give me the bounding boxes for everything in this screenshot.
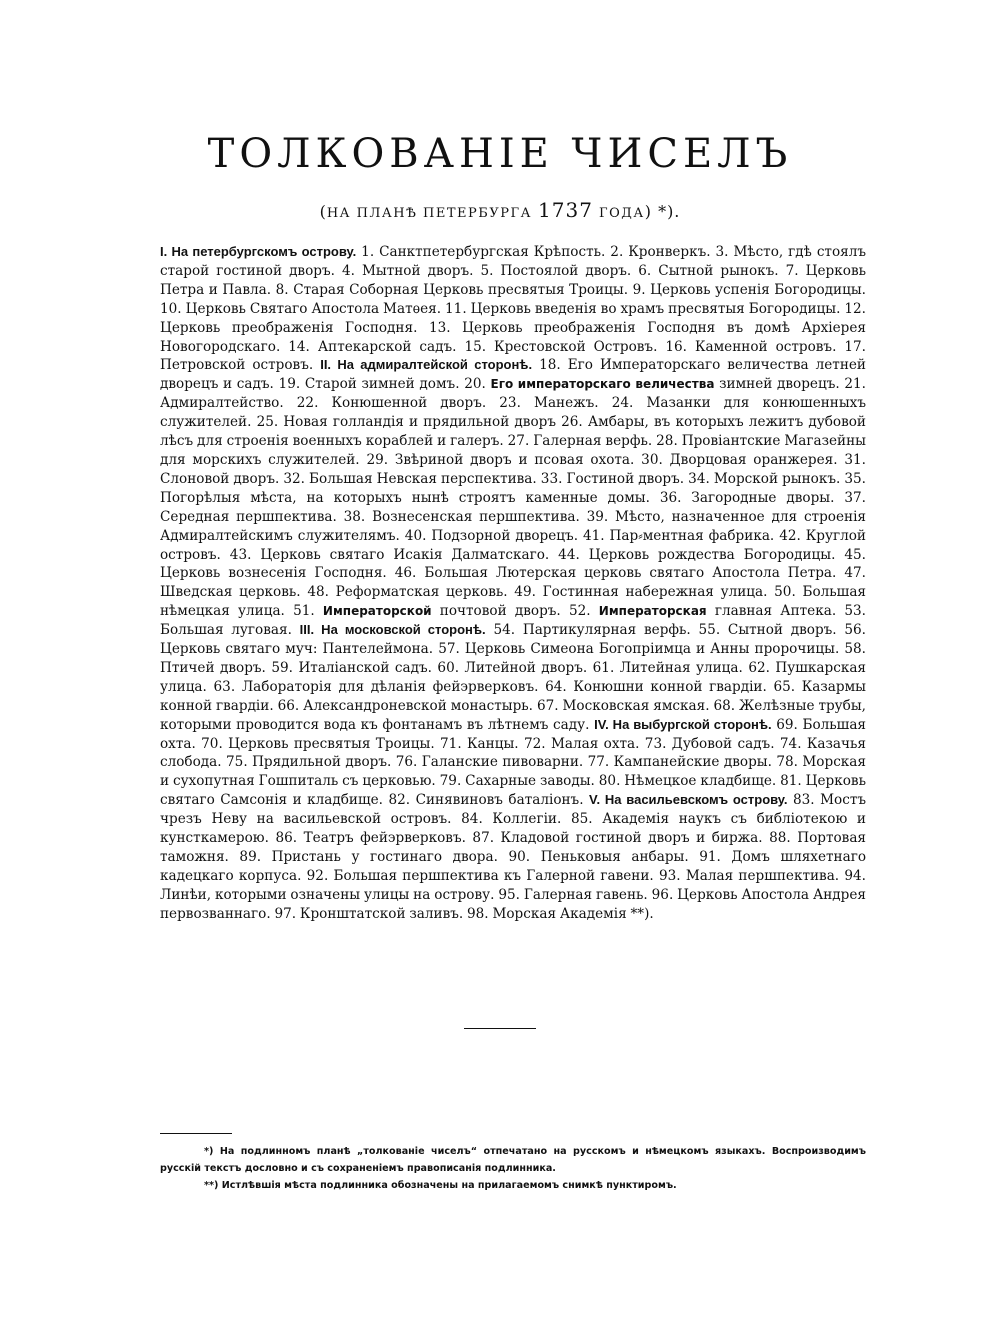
section-heading-admiralty-side: II. На адмиралтейской сторонѣ. [320,357,533,373]
section-text-admiralty-side-a: 18. Его Императорскаго величества летней дворецъ и садъ. 19. Старой зимней домъ. 20. [160,357,866,393]
subtitle-year: 1737 [538,198,593,222]
section-text-vasilievsky-island: 83. Мостъ чрезъ Неву на васильевской островъ. 84. Коллегіи. 85. Академія наукъ съ библіотекою и кунсткамерою. 86. Театръ фейэрверковъ. 87. Кладовой гостиной дворъ и биржа. 88. Портовая таможня. 89. Пристань у гостинаго двора. 90. Пеньковыя анбары. 91. Домъ шляхетнаго кадецкаго корпуса. 92. Большая першпектива къ Галерной гавени. 93. Малая першпектива. 94. Линѣи, которыми означены улицы на острову. 95. Галерная гавень. 96. Церковь Апостола Андрея первозваннаго. 97. Кронштатской заливъ. 98. Морская Академія **). [160,792,866,922]
section-heading-petersburg-island: I. На петербургскомъ острову. [160,244,357,259]
subtitle-open-paren: ( [319,202,327,221]
section-heading-moscow-side: III. На московской сторонѣ. [299,622,486,638]
section-text-admiralty-side-d: главная Аптека. 53. Большая луговая. [160,603,866,639]
subtitle-plan-label: НА ПЛАНѢ ПЕТЕРБУРГА [326,206,532,221]
emphasis-imperial-pharmacy: Императорская [598,604,707,619]
emphasis-imperial-majesty: Его императорскаго величества [490,377,715,392]
footnotes [160,1143,866,1194]
section-text-moscow-side: 54. Партикулярная верфь. 55. Сытной дворъ. 56. Церковь святаго муч: Пантелеймона. 57. Церковь Симеона Богопріимца и Анны пророчицы. 58. Птичей дворъ. 59. Италіанской садъ. 60. Литейной дворъ. 61. Литейная улица. 62. Пушкарская улица. 63. Лабораторія для дѣланія фейэрверковъ. 64. Конюшни конной гвардіи. 65. Казармы конной гвардіи. 66. Александроневской монастырь. 67. Московская ямская. 68. Желѣзные трубы, которыми проводится вода къ фонтанамъ въ лѣтнемъ саду. [160,622,867,733]
footnote-divider [160,1133,232,1134]
section-text-admiralty-side-c: почтовой дворъ. 52. [431,603,599,620]
section-divider [464,1028,536,1029]
page-title: ТОЛКОВАНІЕ ЧИСЕЛЪ [207,131,793,177]
section-heading-vasilievsky-island: V. На васильевскомъ острову. [589,792,788,808]
subtitle-close: ) *). [644,202,681,221]
section-heading-vyborg-side: IV. На выбургской сторонѣ. [594,716,772,732]
numbers-legend-text [160,243,866,924]
section-text-petersburg-island: 1. Санктпетербургская Крѣпость. 2. Кронверкъ. 3. Мѣсто, гдѣ стоялъ старой гостиной дворъ. 4. Мытной дворъ. 5. Постоялой дворъ. 6. Сытной рынокъ. 7. Церковь Петра и Павла. 8. Старая Соборная Церковь пресвятыя Троицы. 9. Церковь успенія Богородицы. 10. Церковь Святаго Апостола Матѳея. 11. Церковь введенія во храмъ пресвятыя Богородицы. 12. Церковь преображенія Господня. 13. Церковь преображенія Господня въ домѣ Архіерея Новогородскаго. 14. Аптекарской садъ. 15. Крестовской Островъ. 16. Каменной островъ. 17. Петровской островъ. [160,244,866,374]
emphasis-imperial-post: Императорской [322,604,432,619]
footnote-1: *) На подлинномъ планѣ „толкованіе чиселъ“ отпечатано на русскомъ и нѣмецкомъ языкахъ. Воспроизводимъ русскій текстъ дословно и съ сохраненіемъ правописанія подлинника. [160,1146,866,1174]
page-subtitle [0,196,1000,228]
section-text-admiralty-side-b: зимней дворецъ. 21. Адмиралтейство. 22. Конюшенной дворъ. 23. Манежъ. 24. Мазанки для конюшенныхъ служителей. 25. Новая голландія и прядильной дворъ 26. Амбары, въ которыхъ лежитъ дубовой лѣсъ для строенія военныхъ кораблей и галеръ. 27. Галерная верфь. 28. Провіантские Магазейны для морскихъ служителей. 29. Звѣриной дворъ и псовая охота. 30. Дворцовая оранжерея. 31. Слоновой дворъ. 32. Большая Невская перспектива. 33. Гостиной дворъ. 34. Морской рынокъ. 35. Погорѣлыя мѣста, на которыхъ нынѣ строятъ каменные домы. 36. Загородные дворы. 37. Середная першпектива. 38. Вознесенская першпектива. 39. Мѣсто, назначенное для строенія Адмиралтейскимъ служителямъ. 40. Подзорной дворецъ. 41. Пар⸗ментная фабрика. 42. Круглой островъ. 43. Церковь святаго Исакія Далматскаго. 44. Церковь рождества Богородицы. 45. Церковь вознесенія Господня. 46. Большая Лютерская церковь святаго Апостола Петра. 47. Шведская церковь. 48. Реформатская церковь. 49. Гостинная набережная улица. 50. Большая нѣмецкая улица. 51. [160,376,867,620]
footnote-2: **) Истлѣвшія мѣста подлинника обозначены на прилагаемомъ снимкѣ пунктиромъ. [204,1180,677,1191]
section-text-vyborg-side: 69. Большая охта. 70. Церковь пресвятыя Троицы. 71. Канцы. 72. Малая охта. 73. Дубовой садъ. 74. Казачья слобода. 75. Прядильной дворъ. 76. Галанские пивоварни. 77. Кампанейские дворы. 78. Морская и сухопутная Гошпиталь съ церковью. 79. Сахарные заводы. 80. Нѣмецкое кладбище. 81. Церковь святаго Самсонія и кладбище. 82. Синявиновъ баталіонъ. [160,716,867,809]
subtitle-year-label: ГОДА [599,206,645,221]
